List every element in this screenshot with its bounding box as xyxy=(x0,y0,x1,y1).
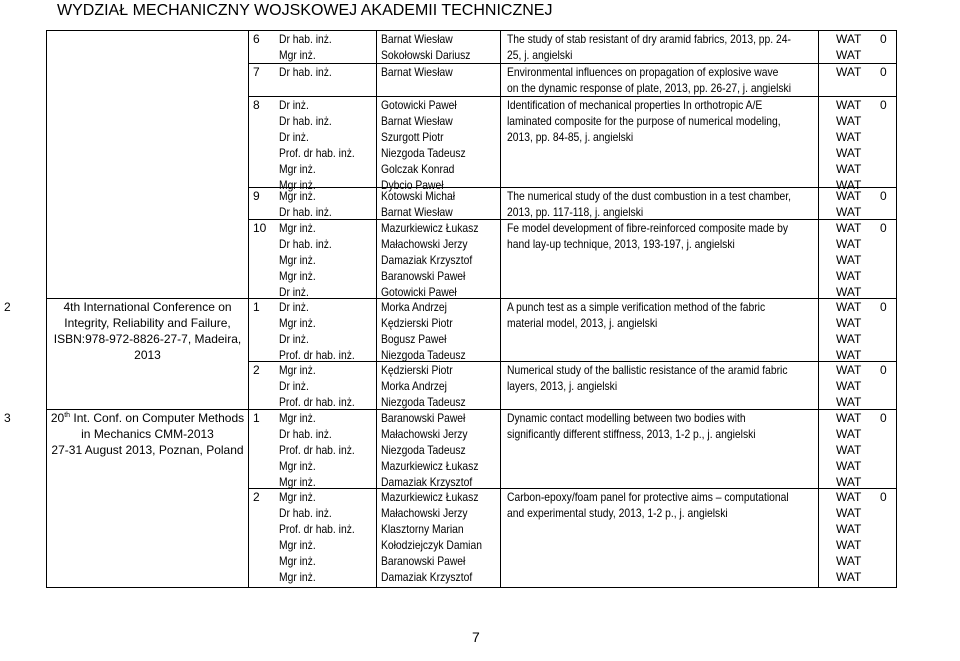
institution-list xyxy=(836,299,876,363)
points-value: 0 xyxy=(880,221,887,235)
author-title: Dr inż. xyxy=(279,285,309,299)
institution: WAT xyxy=(836,379,862,393)
institution: WAT xyxy=(836,506,862,520)
author-titles xyxy=(279,64,361,80)
publication-description xyxy=(507,299,817,331)
author-title: Dr inż. xyxy=(279,300,309,314)
institution: WAT xyxy=(836,300,862,314)
publication-line: significantly different stiffness, 2013, 1-2 p., j. angielski xyxy=(507,427,756,441)
publication-line: Identification of mechanical properties In orthotropic A/E xyxy=(507,98,763,112)
publication-line: material model, 2013, j. angielski xyxy=(507,316,658,330)
author-title: Mgr inż. xyxy=(279,189,316,203)
conference-name: Int. Conf. on Computer Methods xyxy=(70,411,245,425)
publication-line: Fe model development of fibre-reinforced composite made by xyxy=(507,221,789,235)
institution: WAT xyxy=(836,522,862,536)
points-value: 0 xyxy=(880,300,887,314)
institution: WAT xyxy=(836,538,862,552)
row-divider xyxy=(46,587,897,588)
author-names xyxy=(381,31,489,63)
author-title: Dr hab. inż. xyxy=(279,427,332,441)
institution: WAT xyxy=(836,269,862,283)
institution: WAT xyxy=(836,205,862,219)
author-name: Kędzierski Piotr xyxy=(381,363,453,377)
publication-line: on the dynamic response of plate, 2013, pp. 26-27, j. angielski xyxy=(507,81,791,95)
institution: WAT xyxy=(836,554,862,568)
conference-line: ISBN:978-972-8826-27-7, Madeira, xyxy=(53,332,242,346)
institution: WAT xyxy=(836,316,862,330)
conference-number: 2 xyxy=(4,300,11,314)
conference-description xyxy=(50,299,245,363)
points-value: 0 xyxy=(880,363,887,377)
institution: WAT xyxy=(836,221,862,235)
conference-line: 4th International Conference on xyxy=(63,300,232,314)
institution: WAT xyxy=(836,332,862,346)
author-title: Dr hab. inż. xyxy=(279,65,332,79)
publication-line: The study of stab resistant of dry aramid fabrics, 2013, pp. 24- xyxy=(507,32,791,46)
publication-description xyxy=(507,188,817,220)
column-divider xyxy=(376,30,377,587)
author-title: Mgr inż. xyxy=(279,411,316,425)
institution-list xyxy=(836,220,876,300)
author-title: Mgr inż. xyxy=(279,178,316,192)
author-names xyxy=(381,489,489,585)
institution: WAT xyxy=(836,48,862,62)
author-title: Mgr inż. xyxy=(279,48,316,62)
page-header: WYDZIAŁ MECHANICZNY WOJSKOWEJ AKADEMII TECHNICZNEJ xyxy=(57,2,553,19)
conference-number: 3 xyxy=(4,411,11,425)
column-divider xyxy=(896,30,897,587)
entry-number: 1 xyxy=(253,300,260,314)
author-title: Dr hab. inż. xyxy=(279,114,332,128)
institution: WAT xyxy=(836,65,862,79)
publication-line: laminated composite for the purpose of numerical modeling, xyxy=(507,114,781,128)
page-number: 7 xyxy=(472,629,480,645)
author-names xyxy=(381,362,489,410)
author-name: Morka Andrzej xyxy=(381,379,447,393)
institution: WAT xyxy=(836,570,862,584)
ordinal-suffix: th xyxy=(64,412,71,419)
institution: WAT xyxy=(836,162,862,176)
author-title: Mgr inż. xyxy=(279,554,316,568)
author-name: Dybcio Paweł xyxy=(381,178,444,192)
institution: WAT xyxy=(836,114,862,128)
conference-line: in Mechanics CMM-2013 xyxy=(81,427,214,441)
author-title: Mgr inż. xyxy=(279,269,316,283)
author-name: Baranowski Paweł xyxy=(381,411,466,425)
author-names xyxy=(381,97,489,193)
author-name: Niezgoda Tadeusz xyxy=(381,146,466,160)
author-title: Mgr inż. xyxy=(279,316,316,330)
conference-line: 27-31 August 2013, Poznan, Poland xyxy=(51,443,244,457)
publication-line: A punch test as a simple verification method of the fabric xyxy=(507,300,766,314)
institution: WAT xyxy=(836,459,862,473)
institution: WAT xyxy=(836,475,862,489)
conference-line: 2013 xyxy=(134,348,161,362)
author-title: Mgr inż. xyxy=(279,538,316,552)
publication-line: Carbon-epoxy/foam panel for protective aims – computational xyxy=(507,490,789,504)
institution: WAT xyxy=(836,98,862,112)
author-name: Gotowicki Paweł xyxy=(381,98,457,112)
author-title: Dr inż. xyxy=(279,130,309,144)
publication-description xyxy=(507,410,817,442)
author-name: Niezgoda Tadeusz xyxy=(381,348,466,362)
author-name: Morka Andrzej xyxy=(381,300,447,314)
author-titles xyxy=(279,489,361,585)
author-name: Golczak Konrad xyxy=(381,162,455,176)
author-title: Prof. dr hab. inż. xyxy=(279,395,355,409)
publication-line: The numerical study of the dust combustion in a test chamber, xyxy=(507,189,791,203)
column-divider xyxy=(500,30,501,587)
author-titles xyxy=(279,220,361,300)
institution: WAT xyxy=(836,395,862,409)
author-name: Baranowski Paweł xyxy=(381,554,466,568)
institution: WAT xyxy=(836,427,862,441)
publication-line: and experimental study, 2013, 1-2 p., j. angielski xyxy=(507,506,728,520)
author-title: Dr hab. inż. xyxy=(279,237,332,251)
institution-list xyxy=(836,97,876,193)
column-divider xyxy=(818,30,819,587)
author-name: Małachowski Jerzy xyxy=(381,427,468,441)
institution: WAT xyxy=(836,348,862,362)
row-divider xyxy=(46,30,248,31)
author-title: Mgr inż. xyxy=(279,162,316,176)
institution: WAT xyxy=(836,443,862,457)
author-title: Mgr inż. xyxy=(279,253,316,267)
author-title: Mgr inż. xyxy=(279,475,316,489)
publication-line: 2013, pp. 84-85, j. angielski xyxy=(507,130,634,144)
author-title: Dr inż. xyxy=(279,379,309,393)
publication-description xyxy=(507,362,817,394)
entry-number: 2 xyxy=(253,490,260,504)
points-value: 0 xyxy=(880,411,887,425)
author-titles xyxy=(279,97,361,193)
column-divider xyxy=(248,30,249,587)
author-title: Mgr inż. xyxy=(279,490,316,504)
conference-description xyxy=(50,410,245,458)
author-titles xyxy=(279,410,361,490)
author-name: Barnat Wiesław xyxy=(381,114,453,128)
publication-description xyxy=(507,97,817,145)
author-name: Barnat Wiesław xyxy=(381,32,453,46)
publication-description xyxy=(507,64,817,96)
institution-list xyxy=(836,64,876,80)
author-name: Niezgoda Tadeusz xyxy=(381,395,466,409)
author-name: Sokołowski Dariusz xyxy=(381,48,471,62)
institution: WAT xyxy=(836,189,862,203)
entry-number: 1 xyxy=(253,411,260,425)
publication-line: Environmental influences on propagation of explosive wave xyxy=(507,65,779,79)
author-title: Mgr inż. xyxy=(279,570,316,584)
author-title: Prof. dr hab. inż. xyxy=(279,348,355,362)
publication-description xyxy=(507,489,817,521)
entry-number: 7 xyxy=(253,65,260,79)
conference-line: Integrity, Reliability and Failure, xyxy=(64,316,231,330)
author-name: Barnat Wiesław xyxy=(381,205,453,219)
author-name: Barnat Wiesław xyxy=(381,65,453,79)
institution: WAT xyxy=(836,178,862,192)
author-titles xyxy=(279,299,361,363)
author-title: Dr hab. inż. xyxy=(279,205,332,219)
author-names xyxy=(381,64,489,80)
institution-list xyxy=(836,188,876,220)
institution-list xyxy=(836,410,876,490)
author-title: Mgr inż. xyxy=(279,459,316,473)
institution: WAT xyxy=(836,411,862,425)
publication-line: 2013, pp. 117-118, j. angielski xyxy=(507,205,644,219)
entry-number: 9 xyxy=(253,189,260,203)
publication-description xyxy=(507,31,817,63)
entry-number: 10 xyxy=(253,221,267,235)
author-names xyxy=(381,220,489,300)
publication-line: Numerical study of the ballistic resistance of the aramid fabric xyxy=(507,363,788,377)
institution: WAT xyxy=(836,32,862,46)
author-title: Dr hab. inż. xyxy=(279,32,332,46)
author-title: Prof. dr hab. inż. xyxy=(279,146,355,160)
author-name: Małachowski Jerzy xyxy=(381,506,468,520)
publication-line: 25, j. angielski xyxy=(507,48,573,62)
institution: WAT xyxy=(836,146,862,160)
points-value: 0 xyxy=(880,65,887,79)
institution: WAT xyxy=(836,253,862,267)
author-titles xyxy=(279,362,361,410)
author-title: Dr inż. xyxy=(279,98,309,112)
author-title: Prof. dr hab. inż. xyxy=(279,443,355,457)
publication-line: hand lay-up technique, 2013, 193-197, j. angielski xyxy=(507,237,735,251)
points-value: 0 xyxy=(880,189,887,203)
author-name: Małachowski Jerzy xyxy=(381,237,468,251)
author-name: Damaziak Krzysztof xyxy=(381,253,473,267)
author-names xyxy=(381,410,489,490)
author-name: Klasztorny Marian xyxy=(381,522,464,536)
column-divider xyxy=(46,30,47,587)
author-name: Mazurkiewicz Łukasz xyxy=(381,490,479,504)
author-title: Dr inż. xyxy=(279,332,309,346)
author-name: Szurgott Piotr xyxy=(381,130,444,144)
institution: WAT xyxy=(836,237,862,251)
author-name: Niezgoda Tadeusz xyxy=(381,443,466,457)
publication-line: Dynamic contact modelling between two bodies with xyxy=(507,411,746,425)
author-title: Prof. dr hab. inż. xyxy=(279,522,355,536)
author-name: Kołodziejczyk Damian xyxy=(381,538,482,552)
author-name: Bogusz Paweł xyxy=(381,332,447,346)
institution: WAT xyxy=(836,363,862,377)
author-name: Kotowski Michał xyxy=(381,189,455,203)
author-name: Kędzierski Piotr xyxy=(381,316,453,330)
institution: WAT xyxy=(836,490,862,504)
author-name: Damaziak Krzysztof xyxy=(381,570,473,584)
author-names xyxy=(381,188,489,220)
author-title: Mgr inż. xyxy=(279,363,316,377)
conference-ordinal: 20 xyxy=(50,411,65,425)
conference-line xyxy=(50,410,245,426)
institution: WAT xyxy=(836,285,862,299)
entry-number: 6 xyxy=(253,32,260,46)
points-value: 0 xyxy=(880,490,887,504)
author-titles xyxy=(279,31,361,63)
author-name: Mazurkiewicz Łukasz xyxy=(381,459,479,473)
points-value: 0 xyxy=(880,98,887,112)
publication-description xyxy=(507,220,817,252)
institution: WAT xyxy=(836,130,862,144)
institution-list xyxy=(836,362,876,410)
entry-number: 2 xyxy=(253,363,260,377)
publication-line: layers, 2013, j. angielski xyxy=(507,379,618,393)
author-name: Mazurkiewicz Łukasz xyxy=(381,221,479,235)
institution-list xyxy=(836,31,876,63)
points-value: 0 xyxy=(880,32,887,46)
author-titles xyxy=(279,188,361,220)
author-name: Baranowski Paweł xyxy=(381,269,466,283)
author-title: Mgr inż. xyxy=(279,221,316,235)
institution-list xyxy=(836,489,876,585)
author-title: Dr hab. inż. xyxy=(279,506,332,520)
entry-number: 8 xyxy=(253,98,260,112)
author-name: Gotowicki Paweł xyxy=(381,285,457,299)
author-name: Damaziak Krzysztof xyxy=(381,475,473,489)
author-names xyxy=(381,299,489,363)
